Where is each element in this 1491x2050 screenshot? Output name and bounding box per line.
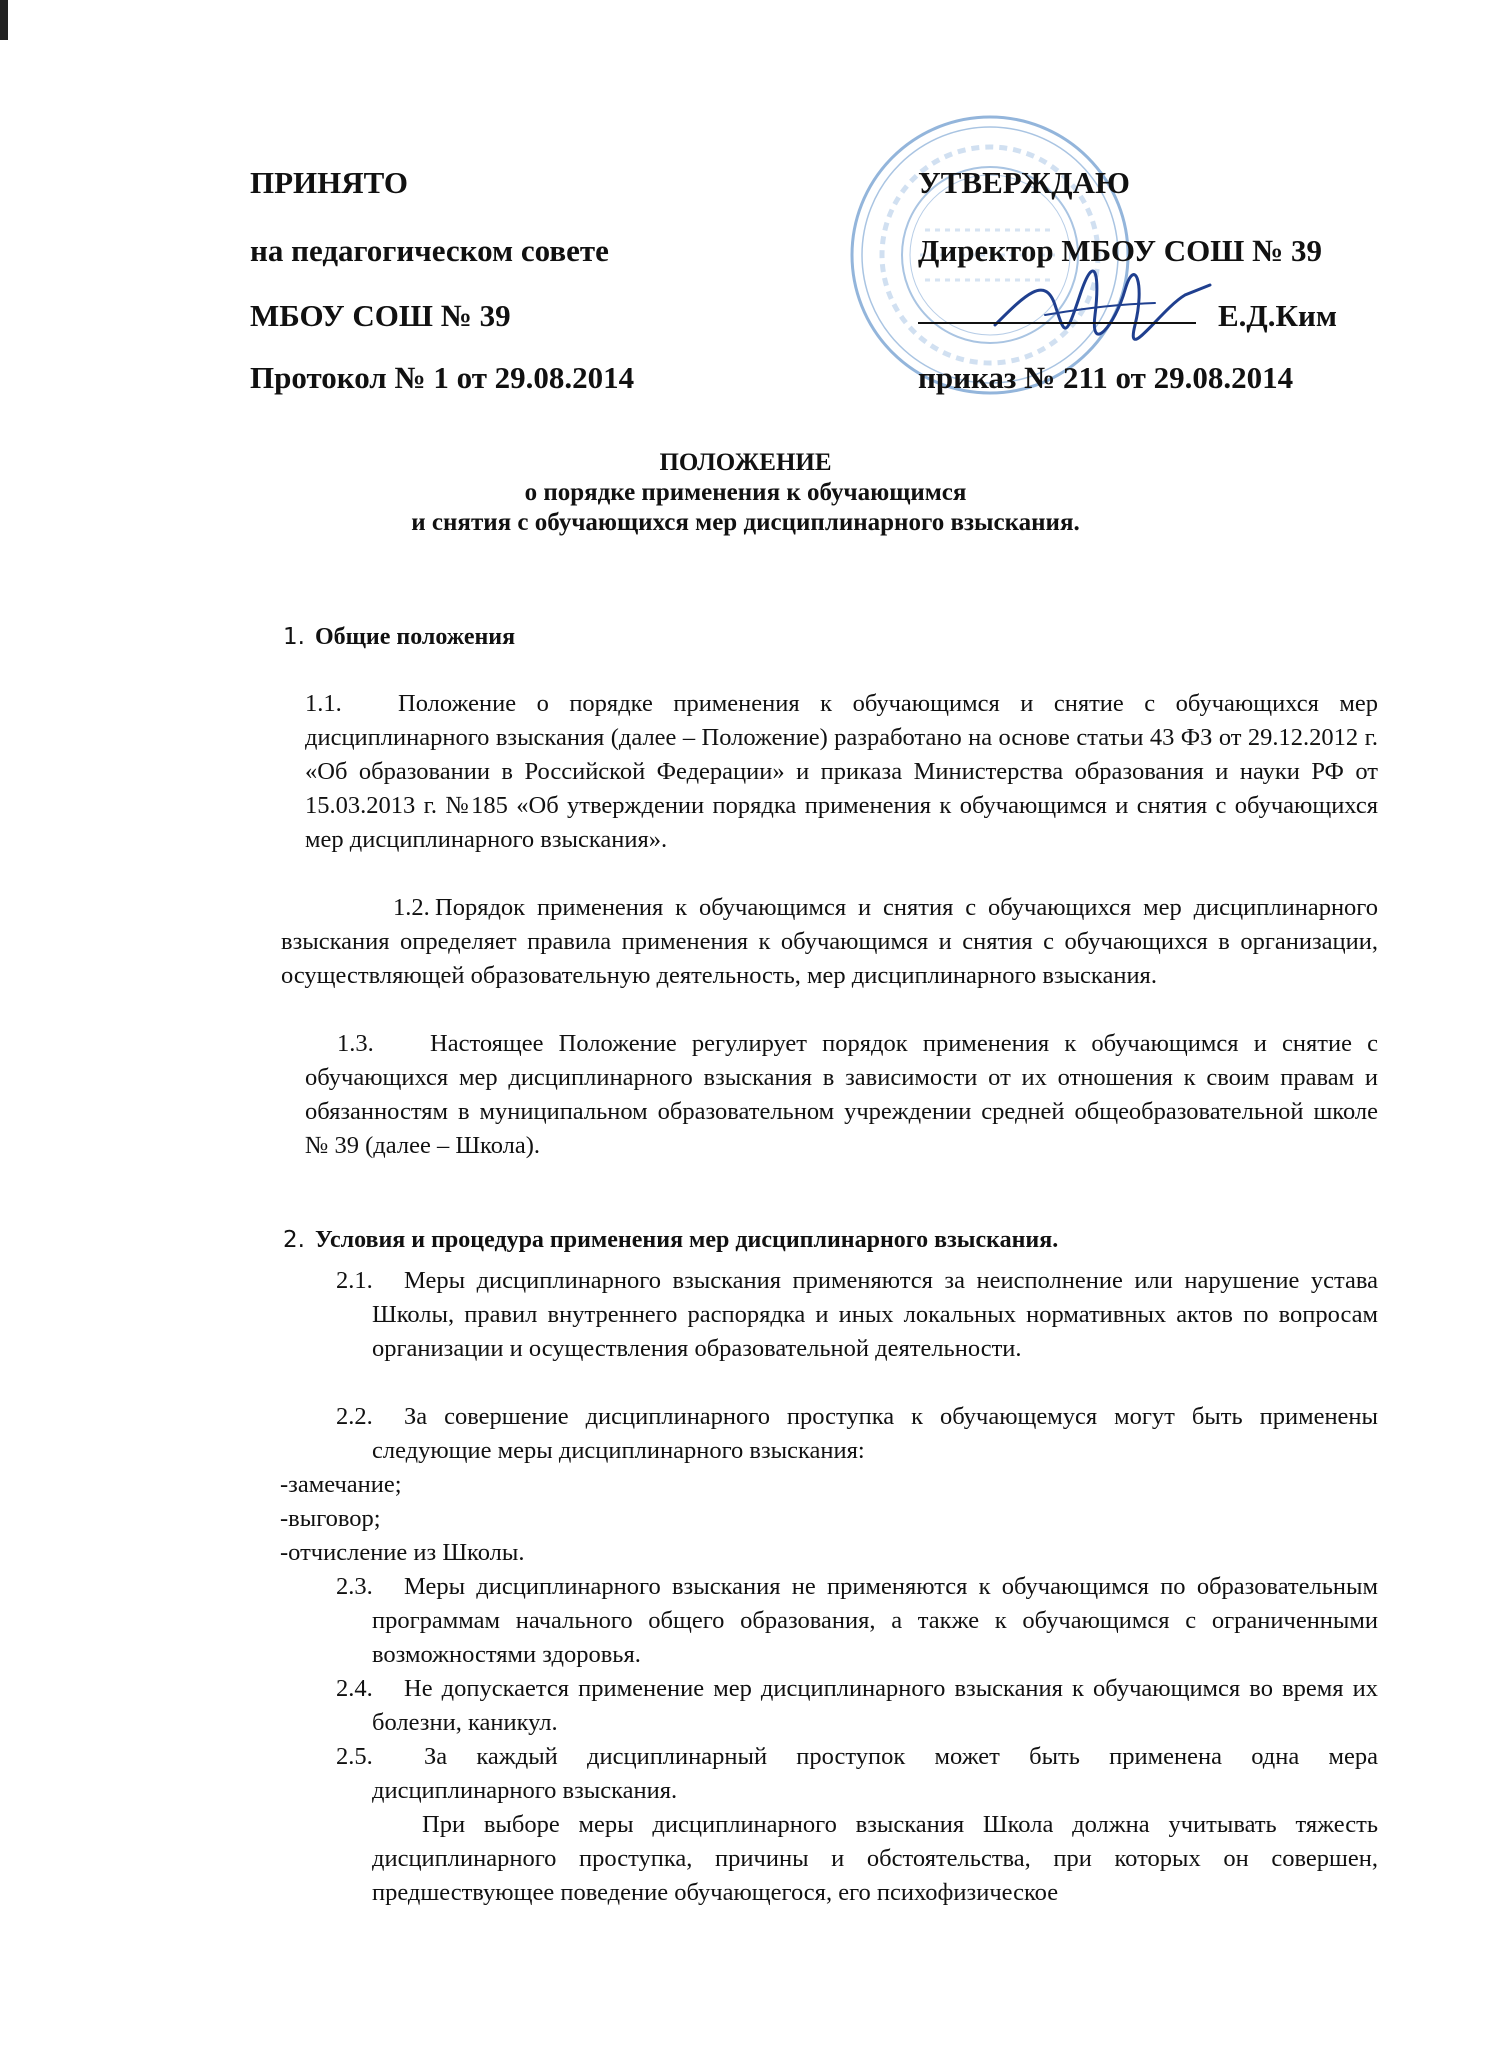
approved-title: УТВЕРЖДАЮ — [918, 165, 1130, 200]
paragraph-2-1-number: 2.1. — [336, 1267, 373, 1294]
list-item: -отчисление из Школы. — [280, 1539, 525, 1566]
paragraph-1-2-text: Порядок применения к обучающимся и снятия с обучающихся мер дисциплинарного взыскания определяет правила применения к обучающимся и снятия с обучающихся в организации, осуществляющей образовательную деятельность, мер дисциплинарного взыскания. — [281, 894, 1378, 989]
section-2-title: Условия и процедура применения мер дисциплинарного взыскания. — [314, 1227, 1059, 1253]
paragraph-2-5-number: 2.5. — [336, 1743, 373, 1770]
scan-edge-mark — [0, 0, 8, 40]
approved-order: приказ № 211 от 29.08.2014 — [918, 360, 1294, 395]
paragraph-2-2-text: За совершение дисциплинарного проступка к обучающемуся могут быть применены следующие меры дисциплинарного взыскания: — [372, 1403, 1378, 1464]
accepted-school: МБОУ СОШ № 39 — [250, 298, 511, 333]
approved-signer: Е.Д.Ким — [1218, 298, 1337, 333]
paragraph-1-1-number: 1.1. — [305, 690, 342, 717]
paragraph-2-4-number: 2.4. — [336, 1675, 373, 1702]
paragraph-2-3-text: Меры дисциплинарного взыскания не применяются к обучающимся по образовательным программам начального общего образования, а также к обучающимся с ограниченными возможностями здоровья. — [372, 1573, 1378, 1668]
paragraph-2-4-text: Не допускается применение мер дисциплинарного взыскания к обучающимся во время их болезни, каникул. — [372, 1675, 1378, 1736]
paragraph-2-2 — [336, 1400, 1378, 1468]
paragraph-2-3-number: 2.3. — [336, 1573, 373, 1600]
title-main: ПОЛОЖЕНИЕ — [659, 449, 832, 476]
paragraph-2-5-text: За каждый дисциплинарный проступок может быть применена одна мера дисциплинарного взыскания. — [372, 1743, 1378, 1804]
accepted-council: на педагогическом совете — [250, 233, 609, 268]
signature-line — [918, 322, 1196, 324]
section-2-heading — [283, 1227, 1058, 1254]
accepted-title: ПРИНЯТО — [250, 165, 409, 200]
paragraph-2-1-text: Меры дисциплинарного взыскания применяются за неисполнение или нарушение устава Школы, правил внутреннего распорядка и иных локальных нормативных актов по вопросам организации и осуществления образовательной деятельности. — [372, 1267, 1378, 1362]
paragraph-2-2-number: 2.2. — [336, 1403, 373, 1430]
paragraph-1-3-text: Настоящее Положение регулирует порядок применения к обучающимся и снятие с обучающихся мер дисциплинарного взыскания в зависимости от их отношения к своим правам и обязанностям в муниципальном образовательном учреждении средней общеобразовательной школе № 39 (далее – Школа). — [305, 1030, 1378, 1159]
paragraph-2-4 — [336, 1672, 1378, 1740]
paragraph-1-1-text: Положение о порядке применения к обучающимся и снятие с обучающихся мер дисциплинарного взыскания (далее – Положение) разработано на основе статьи 43 ФЗ от 29.12.2012 г. «Об образовании в Российской Федерации» и приказа Министерства образования и науки РФ от 15.03.2013 г. №185 «Об утверждении порядка применения к обучающимся и снятия с обучающихся мер дисциплинарного взыскания». — [305, 690, 1378, 853]
paragraph-1-1 — [305, 687, 1378, 857]
measures-list — [280, 1468, 880, 1570]
paragraph-1-3-number: 1.3. — [337, 1030, 374, 1057]
accepted-protocol: Протокол № 1 от 29.08.2014 — [250, 360, 635, 395]
approved-director: Директор МБОУ СОШ № 39 — [918, 233, 1322, 268]
director-signature — [985, 255, 1215, 355]
title-sub2: и снятия с обучающихся мер дисциплинарного взыскания. — [411, 509, 1080, 536]
section-1-heading — [283, 624, 515, 651]
paragraph-1-2-number: 1.2. — [393, 894, 430, 921]
section-1-title: Общие положения — [314, 624, 516, 650]
section-1-number: 1. — [283, 624, 305, 650]
paragraph-2-5-continuation — [372, 1808, 1378, 1910]
paragraph-2-1 — [336, 1264, 1378, 1366]
paragraph-1-2 — [281, 891, 1378, 993]
paragraph-2-5-continuation-text: При выборе меры дисциплинарного взыскания Школа должна учитывать тяжесть дисциплинарного проступка, причины и обстоятельства, при которых он совершен, предшествующее поведение обучающегося, его психофизическое — [372, 1811, 1378, 1906]
section-2-number: 2. — [283, 1227, 305, 1253]
document-title — [0, 448, 1491, 538]
list-item: -замечание; — [280, 1471, 402, 1498]
paragraph-2-3 — [336, 1570, 1378, 1672]
title-sub1: о порядке применения к обучающимся — [524, 479, 967, 506]
paragraph-2-5 — [336, 1740, 1378, 1808]
list-item: -выговор; — [280, 1505, 381, 1532]
paragraph-1-3 — [305, 1027, 1378, 1163]
